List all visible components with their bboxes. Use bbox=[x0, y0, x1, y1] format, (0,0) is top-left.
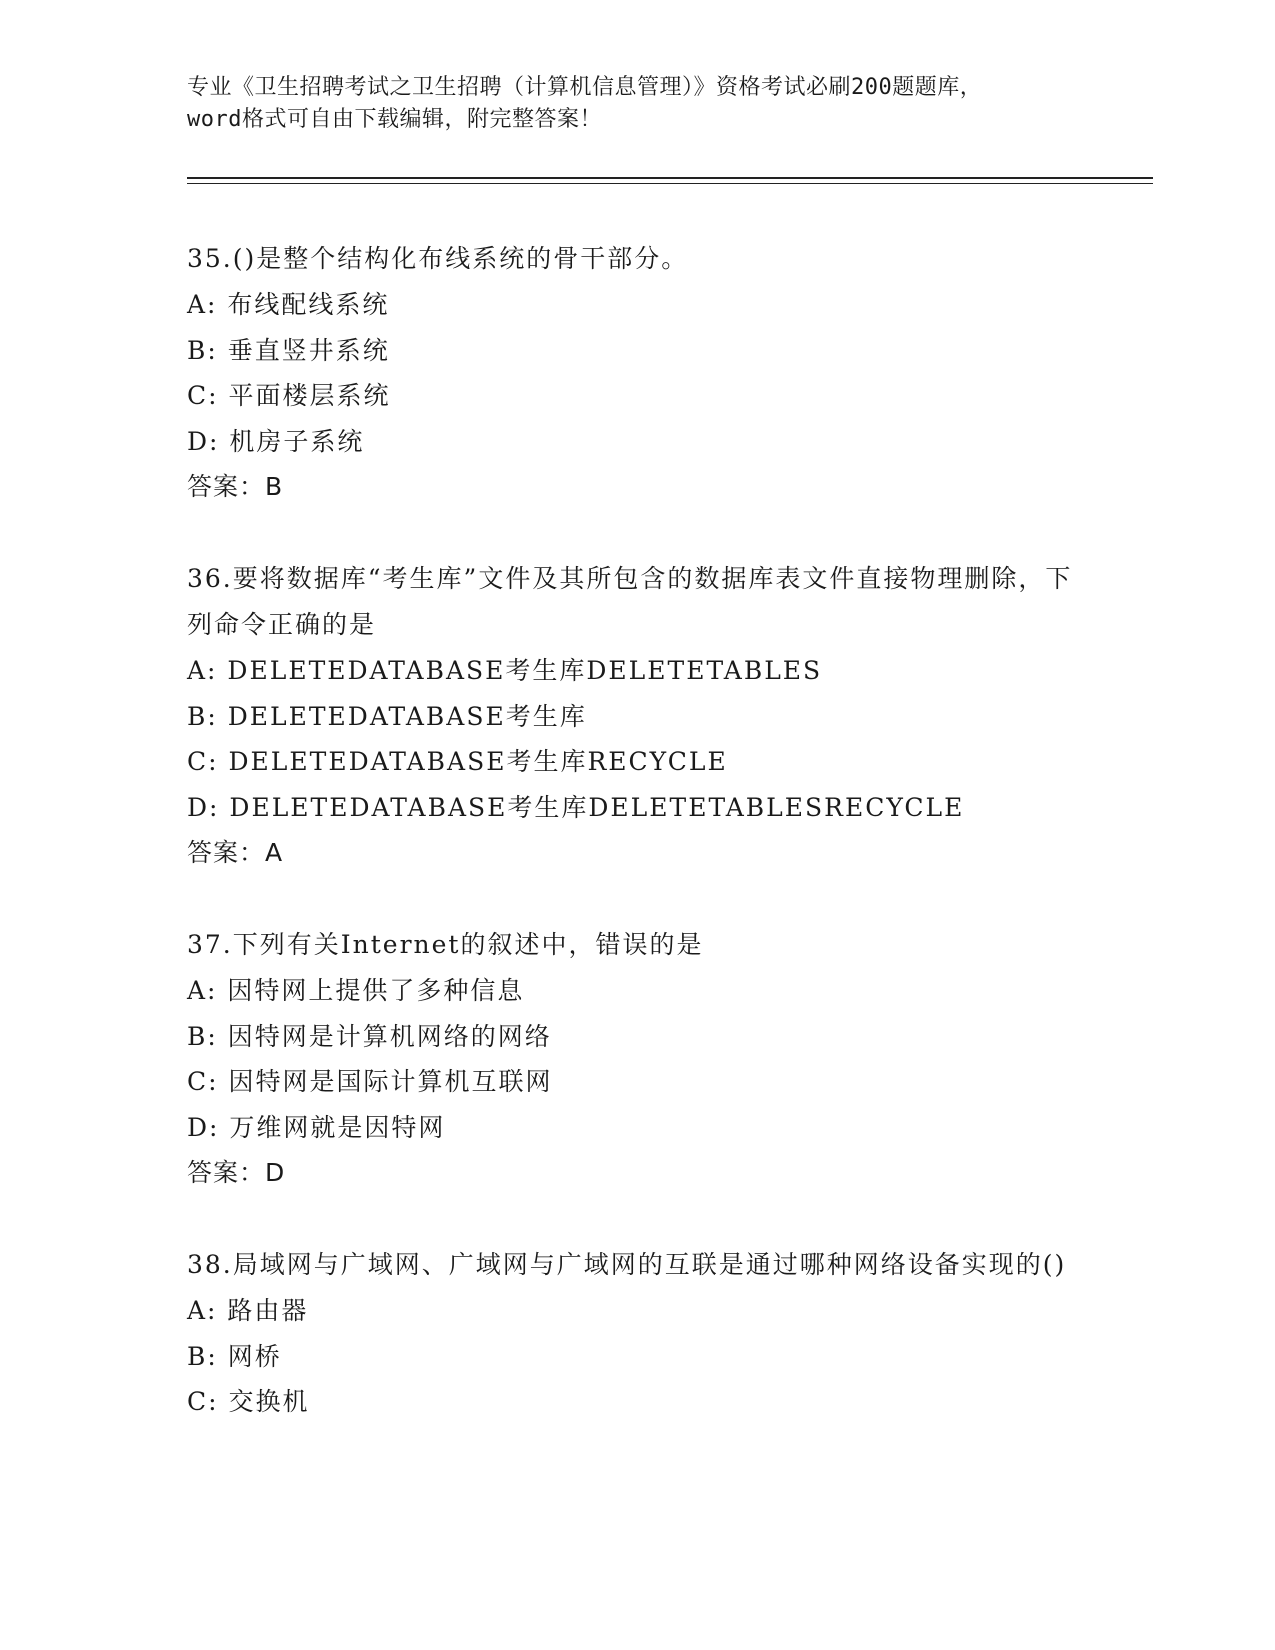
option-c: C: 因特网是国际计算机互联网 bbox=[187, 1067, 553, 1096]
answer-label: 答案：D bbox=[187, 1158, 286, 1187]
question-stem: 38.局域网与广域网、广域网与广域网的互联是通过哪种网络设备实现的() bbox=[187, 1250, 1067, 1279]
header-title-line-2: word格式可自由下载编辑，附完整答案！ bbox=[187, 107, 602, 132]
answer-label: 答案：B bbox=[187, 472, 284, 501]
option-b: B: 垂直竖井系统 bbox=[187, 335, 390, 365]
question-37 bbox=[187, 922, 1087, 1195]
header-title-line-1: 专业《卫生招聘考试之卫生招聘（计算机信息管理）》资格考试必刷200题题库， bbox=[187, 75, 983, 100]
question-36 bbox=[187, 556, 1087, 875]
header-divider bbox=[187, 177, 1153, 184]
question-list bbox=[187, 236, 1087, 1472]
option-d: D: DELETEDATABASE考生库DELETETABLESRECYCLE bbox=[187, 792, 965, 822]
option-d: D: 机房子系统 bbox=[187, 426, 365, 456]
option-b: B: DELETEDATABASE考生库 bbox=[187, 701, 587, 731]
question-stem: 36.要将数据库“考生库”文件及其所包含的数据库表文件直接物理删除，下列命令正确的是 bbox=[187, 564, 1073, 639]
option-a: A: 路由器 bbox=[187, 1296, 309, 1325]
option-d: D: 万维网就是因特网 bbox=[187, 1112, 446, 1142]
option-b: B: 因特网是计算机网络的网络 bbox=[187, 1021, 552, 1051]
question-38 bbox=[187, 1242, 1087, 1425]
answer-label: 答案：A bbox=[187, 838, 284, 867]
document-header bbox=[187, 72, 1087, 136]
option-c: C: DELETEDATABASE考生库RECYCLE bbox=[187, 747, 728, 776]
question-35 bbox=[187, 236, 1087, 509]
option-c: C: 平面楼层系统 bbox=[187, 381, 391, 410]
option-a: A: 因特网上提供了多种信息 bbox=[187, 976, 525, 1005]
option-a: A: 布线配线系统 bbox=[187, 290, 390, 319]
option-a: A: DELETEDATABASE考生库DELETETABLES bbox=[187, 656, 823, 685]
question-stem: 37.下列有关Internet的叙述中，错误的是 bbox=[187, 930, 704, 959]
question-stem: 35.()是整个结构化布线系统的骨干部分。 bbox=[187, 244, 689, 273]
option-c: C: 交换机 bbox=[187, 1387, 310, 1416]
option-b: B: 网桥 bbox=[187, 1341, 282, 1371]
